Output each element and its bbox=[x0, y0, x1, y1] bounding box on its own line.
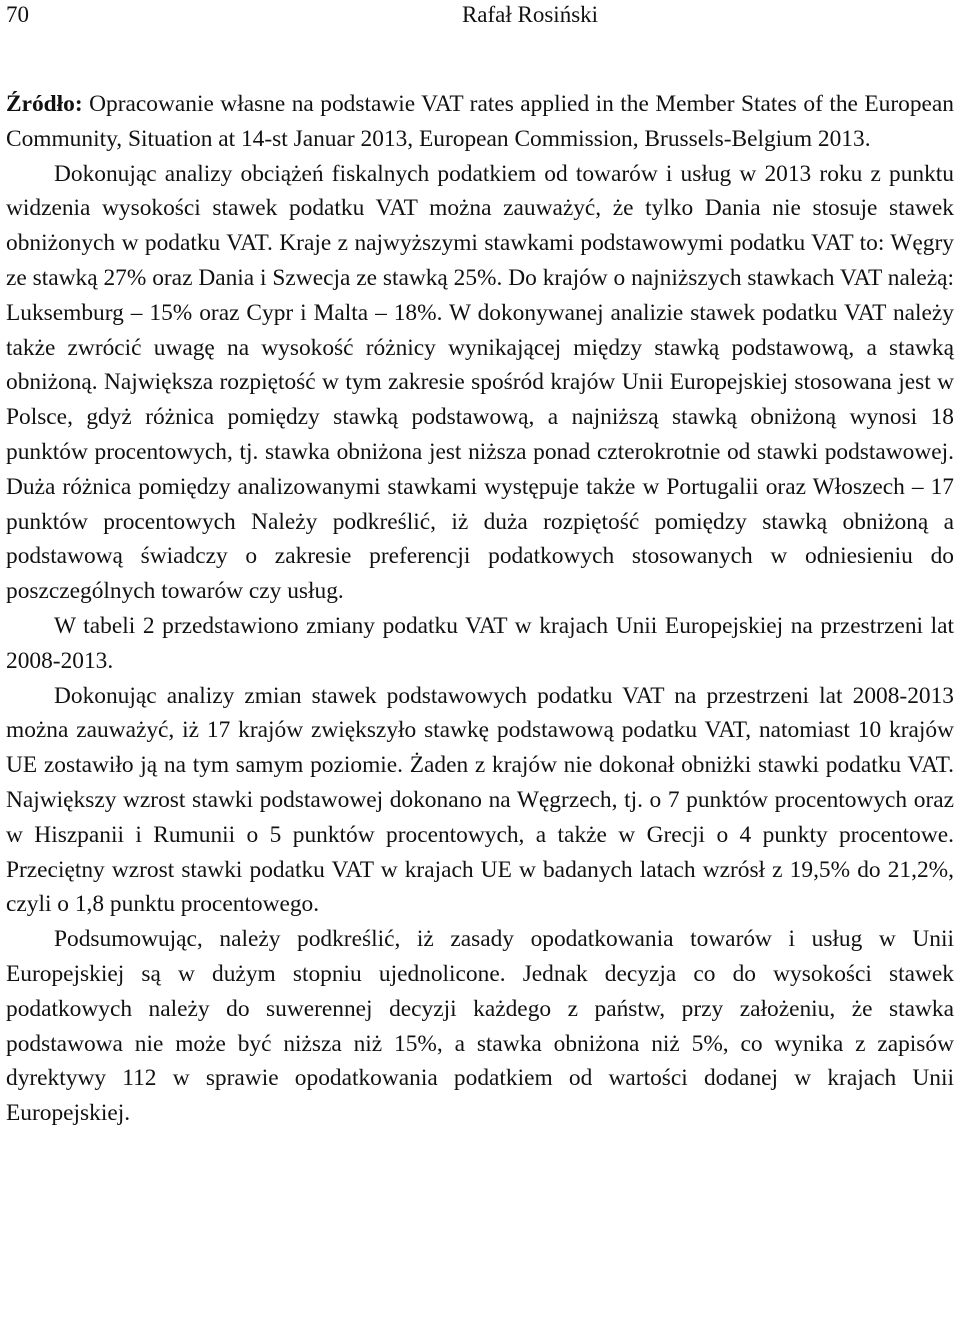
source-note bbox=[6, 87, 954, 157]
paragraph-summary: Podsumowując, należy podkreślić, iż zasady opodatkowania towarów i usług w Unii Europejskiej są w dużym stopniu ujednolicone. Jednak decyzja co do wysokości stawek podatkowych należy do suwerennej decyzji każdego z państw, przy założeniu, że stawka podstawowa nie może być niższa niż 15%, a stawka obniżona niż 5%, co wynika z zapisów dyrektywy 112 w sprawie opodatkowania podatkiem od wartości dodanej w krajach Unii Europejskiej. bbox=[6, 926, 954, 1127]
source-label: Źródło: bbox=[6, 91, 83, 117]
running-author: Rafał Rosiński bbox=[461, 2, 599, 27]
running-header bbox=[6, 0, 954, 46]
header-spacer bbox=[6, 46, 954, 87]
paragraph-analysis: Dokonując analizy obciążeń fiskalnych podatkiem od towarów i usług w 2013 roku z punktu widzenia wysokości stawek podatku VAT można zauważyć, że tylko Dania nie stosuje stawek obniżonych w podatku VAT. Kraje z najwyższymi stawkami podstawowymi podatku VAT to: Węgry ze stawką 27% oraz Dania i Szwecja ze stawką 25%. Do krajów o najniższych stawkach VAT należą: Luksemburg – 15% oraz Cypr i Malta – 18%. W dokonywanej analizie stawek podatku VAT należy także zwrócić uwagę na wysokość różnicy wynikającej między stawką podstawową, a stawką obniżoną. Największa rozpiętość w tym zakresie spośród krajów Unii Europejskiej stosowana jest w Polsce, gdyż różnica pomiędzy stawką podstawową, a najniższą stawką obniżoną wynosi 18 punktów procentowych, tj. stawka obniżona jest niższa ponad czterokrotnie od stawki podstawowej. Duża różnica pomiędzy analizowanymi stawkami występuje także w Portugalii oraz Włoszech – 17 punktów procentowych Należy podkreślić, iż duża rozpiętość pomiędzy stawką obniżoną a podstawową świadczy o zakresie preferencji podatkowych stosowanych w odniesieniu do poszczególnych towarów czy usług. bbox=[6, 160, 954, 605]
page-number: 70 bbox=[6, 2, 29, 27]
paragraph-table-reference: W tabeli 2 przedstawiono zmiany podatku VAT w krajach Unii Europejskiej na przestrzeni lat 2008-2013. bbox=[6, 612, 954, 674]
source-text: Opracowanie własne na podstawie VAT rates applied in the Member States of the European Community, Situation at 14-st Januar 2013, European Commission, Brussels-Belgium 2013. bbox=[6, 91, 954, 152]
paragraph-rate-changes: Dokonując analizy zmian stawek podstawowych podatku VAT na przestrzeni lat 2008-2013 można zauważyć, iż 17 krajów zwiększyło stawkę podstawową podatku VAT, natomiast 10 krajów UE zostawiło ją na tym samym poziomie. Żaden z krajów nie dokonał obniżki stawki podatku VAT. Największy wzrost stawki podstawowej dokonano na Węgrzech, tj. o 7 punktów procentowych oraz w Hiszpanii i Rumunii o 5 punktów procentowych, a także w Grecji o 4 punkty procentowe. Przeciętny wzrost stawki podatku VAT w krajach UE w badanych latach wzrósł z 19,5% do 21,2%, czyli o 1,8 punktu procentowego. bbox=[6, 682, 954, 918]
document-page bbox=[6, 0, 954, 1131]
